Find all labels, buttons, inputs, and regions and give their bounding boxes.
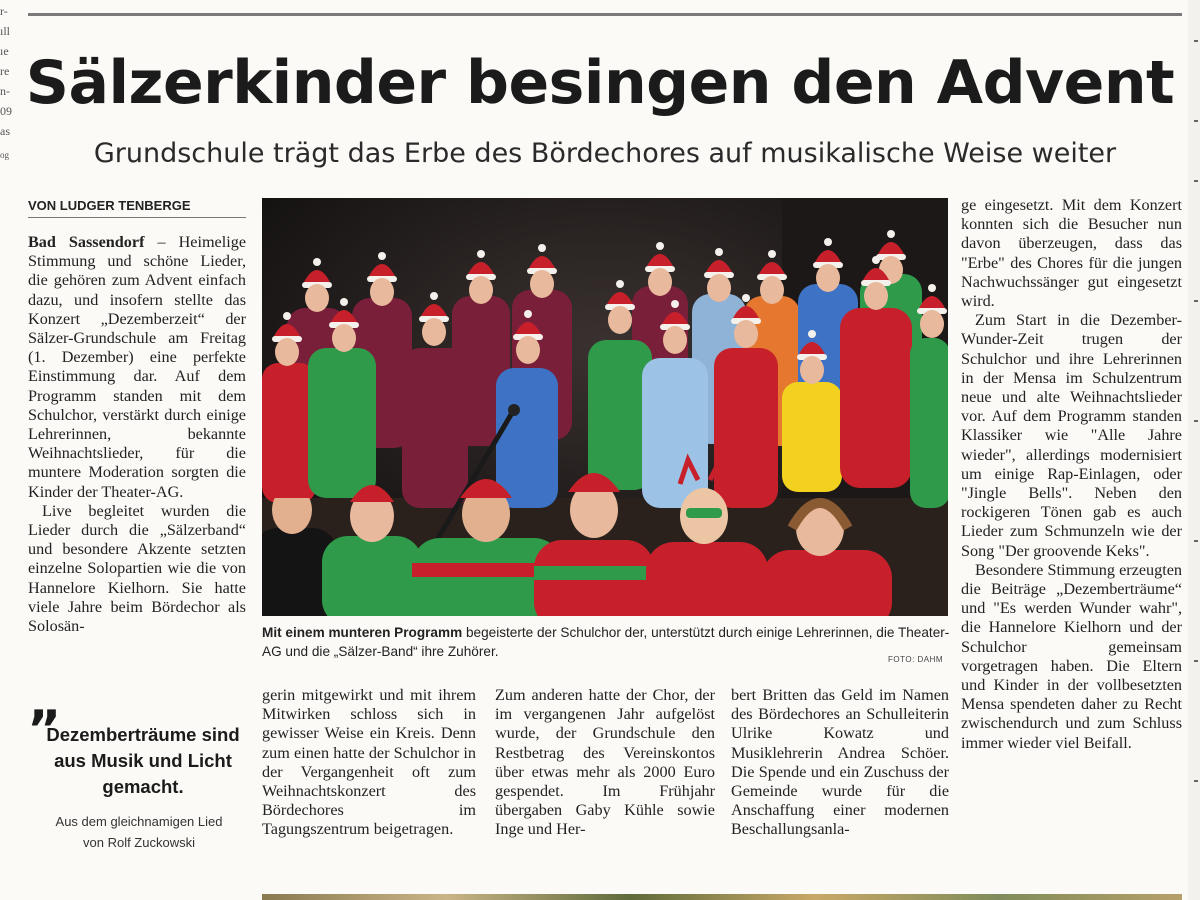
next-article-image-strip — [262, 894, 1182, 900]
paragraph: Zum Start in die Dezember-Wunder-Zeit trugen der Schulchor und ihre Lehrerinnen in der Mensa im Schulzentrum neue und alte Weihnachtslieder vor. Auf dem Programm standen Klassiker wie "Alle Jahre wieder", allerdings modernisiert um einige Rap-Einlagen, oder "Jingle Bells". Neben den rockigeren Tönen gab es auch Lieder zum Schmunzeln wie der Song "Der groovende Keks". — [961, 311, 1182, 560]
margin-fragment: r- — [0, 4, 8, 18]
quote-mark-icon: ” — [27, 700, 62, 760]
pull-quote-source-line: Aus dem gleichnamigen Lied — [55, 814, 223, 829]
photo-caption — [262, 623, 952, 661]
byline: VON LUDGER TENBERGE — [28, 198, 246, 218]
margin-fragment: ıe — [0, 44, 9, 58]
article-column-1 — [28, 233, 246, 673]
margin-fragment: as — [0, 124, 10, 138]
article-column-right — [961, 196, 1182, 856]
article-column-bottom-3 — [731, 686, 949, 840]
margin-fragment: 09 — [0, 104, 12, 118]
paragraph — [28, 233, 246, 502]
margin-fragment: ıll — [0, 24, 11, 38]
paragraph-text: – Heimelige Stimmung und schöne Lieder, die gehören zum Advent einfach dazu, und insofern stellte das Konzert „Dezemberzeit“ der Sälzer-Grundschule am Freitag (1. Dezember) eine perfekte Einstimmung dar. Auf dem Programm standen mit dem Schulchor, verstärkt durch einige Lehrerinnen, bekannte Weihnachtslieder, für die muntere Moderation sorgten die Kinder der Theater-AG. — [28, 233, 246, 501]
headline: Sälzerkinder besingen den Advent — [25, 48, 1175, 118]
paragraph: bert Britten das Geld im Namen des Bördechores an Schulleiterin Ulrike Kowatz und Musiklehrerin Andrea Schöer. Die Spende und ein Zuschuss der Gemeinde wurde für die Anschaffung einer modernen Beschallungsanla- — [731, 686, 949, 839]
article-column-bottom-1 — [262, 686, 476, 840]
margin-fragment: re — [0, 64, 10, 78]
right-margin-adjacent-article — [1188, 0, 1200, 900]
dateline: Bad Sassendorf — [28, 233, 145, 251]
choir-photo-illustration — [262, 198, 948, 616]
pull-quote: Dezemberträume sind aus Musik und Licht gemacht. — [46, 724, 240, 797]
paragraph: Zum anderen hatte der Chor, der im vergangenen Jahr aufgelöst wurde, der Grundschule den Restbetrag des Vereinskontos über etwas mehr als 2000 Euro gespendet. Im Frühjahr übergaben Gaby Kühle sowie Inge und Her- — [495, 686, 715, 839]
margin-fragment: og — [0, 150, 9, 160]
caption-text: begeisterte der Schulchor der, unterstützt durch einige Lehrerinnen, die Theater-AG und die „Sälzer-Band“ ihre Zuhörer. — [262, 625, 950, 659]
margin-fragment: n- — [0, 84, 10, 98]
left-margin-adjacent-article — [0, 0, 17, 900]
photo-credit: FOTO: DAHM — [888, 655, 944, 664]
caption-lead: Mit einem munteren Programm — [262, 625, 463, 640]
paragraph: Live begleitet wurden die Lieder durch die „Sälzerband“ und besondere Akzente setzten einzelne Solopartien wie die von Hannelore Kielhorn. Sie hatte viele Jahre beim Bördechor als Solosän- — [28, 501, 246, 636]
paragraph: ge eingesetzt. Mit dem Konzert konnten sich die Besucher nun davon überzeugen, dass das "Erbe" des Chores für die jungen Nachwuchssänger gut eingesetzt wird. — [961, 196, 1182, 311]
choir-photo — [262, 198, 948, 616]
pull-quote-source-line: von Rolf Zuckowski — [83, 835, 195, 850]
paragraph: gerin mitgewirkt und mit ihrem Mitwirken schloss sich in gewisser Weise ein Kreis. Denn zum einen hatte der Schulchor in der Vergangenheit oft zum Weihnachtskonzert des Bördechores im Tagungszentrum beigetragen. — [262, 686, 476, 839]
subheadline: Grundschule trägt das Erbe des Bördechores auf musikalische Weise weiter — [93, 138, 1117, 169]
top-rule — [28, 13, 1182, 16]
paragraph: Besondere Stimmung erzeugten die Beiträge „Dezemberträume“ und "Es werden Wunder wahr", die Hannelore Kielhorn und der Schulchor gemeinsam vorgetragen haben. Die Eltern und Kinder in der vollbesetzten Mensa spendeten daher zu Recht zwischendurch und zum Schluss immer wieder viel Beifall. — [961, 560, 1182, 752]
pull-quote-source — [30, 811, 248, 853]
article-column-bottom-2 — [495, 686, 715, 840]
